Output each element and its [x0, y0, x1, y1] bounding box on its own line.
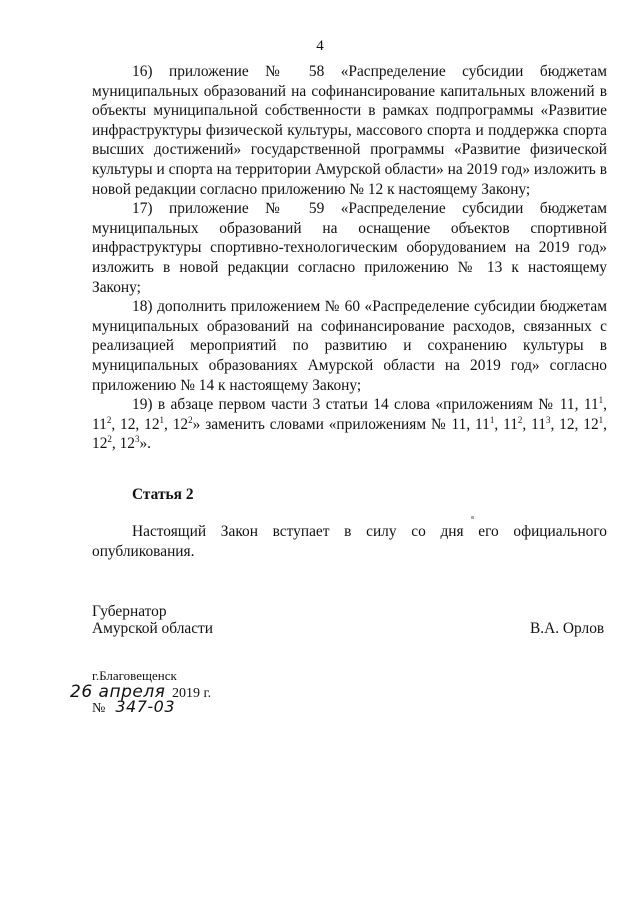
item-text: , 11	[494, 415, 518, 433]
signing-year: 2019 г.	[172, 686, 212, 701]
superscript: 1	[598, 414, 604, 425]
handwritten-date: 26 апреля	[70, 682, 166, 702]
superscript: 2	[106, 414, 112, 425]
item-text: , 12	[111, 435, 135, 453]
item-number: 17)	[132, 200, 153, 218]
item-text: приложение № 59 «Распределение субсидии бюджетам муниципальных образований на оснащение объектов спортивной инфраструктуры спортивно-технологическим оборудованием на 2019 год» изложить в новой редакции согласно приложению № 13 к настоящему Закону;	[92, 200, 607, 296]
item-number: 18)	[132, 298, 153, 316]
scan-speck	[471, 516, 474, 519]
superscript: 2	[517, 414, 523, 425]
item-text: , 12, 12	[550, 415, 599, 433]
law-number	[92, 697, 175, 717]
item-text: ».	[139, 435, 152, 453]
item-number: 16)	[132, 63, 153, 80]
article-text: Настоящий Закон вступает в силу со дня его официального опубликования.	[92, 523, 607, 561]
item-text: приложение № 58 «Распределение субсидии бюджетам муниципальных образований на софинансирование капитальных вложений в объекты муниципальной собственности в рамках подпрограммы «Развитие инфраструктуры физической культуры, массового спорта и поддержка спорта высших достижений» государственной программы «Развитие физической культуры и спорта на территории Амурской области» на 2019 год» изложить в новой редакции согласно приложению № 12 к настоящему Закону;	[92, 63, 607, 198]
place-of-signing: г.Благовещенск	[92, 668, 177, 683]
list-item	[92, 199, 607, 297]
position-line-2: Амурской области	[92, 620, 213, 637]
list-item	[92, 395, 607, 454]
superscript: 3	[134, 434, 140, 445]
item-text: дополнить приложением № 60 «Распределение субсидии бюджетам муниципальных образований на софинансирование расходов, связанных с реализацией мероприятий по развитию и сохранению культуры в муниципальных образованиях Амурской области на 2019 год» согласно приложению № 14 к настоящему Закону;	[92, 298, 607, 394]
number-sign: №	[92, 701, 106, 716]
item-text: , 12	[164, 415, 189, 433]
list-item	[92, 62, 607, 199]
superscript: 2	[107, 434, 112, 445]
superscript: 2	[188, 414, 193, 425]
item-text: » заменить словами «приложениям № 11, 11	[192, 415, 490, 433]
item-number: 19)	[132, 396, 153, 414]
article-title: Статья 2	[132, 485, 194, 503]
item-text: , 12	[92, 415, 608, 453]
document-body	[92, 62, 607, 562]
position-line-1: Губернатор	[92, 603, 167, 620]
item-text: , 11	[92, 396, 607, 433]
signatory-position	[92, 603, 213, 637]
page-number: 4	[316, 38, 324, 54]
handwritten-number: 347-03	[115, 697, 176, 716]
item-text: в абзаце первом части 3 статьи 14 слова «приложениям № 11, 11	[157, 396, 599, 414]
superscript: 3	[545, 414, 551, 425]
signatory-name: В.А. Орлов	[530, 620, 605, 637]
superscript: 1	[489, 414, 495, 425]
superscript: 1	[159, 414, 165, 425]
item-text: , 12, 12	[111, 415, 160, 433]
item-text: , 11	[522, 415, 546, 433]
superscript: 1	[598, 394, 604, 405]
list-item	[92, 297, 607, 395]
